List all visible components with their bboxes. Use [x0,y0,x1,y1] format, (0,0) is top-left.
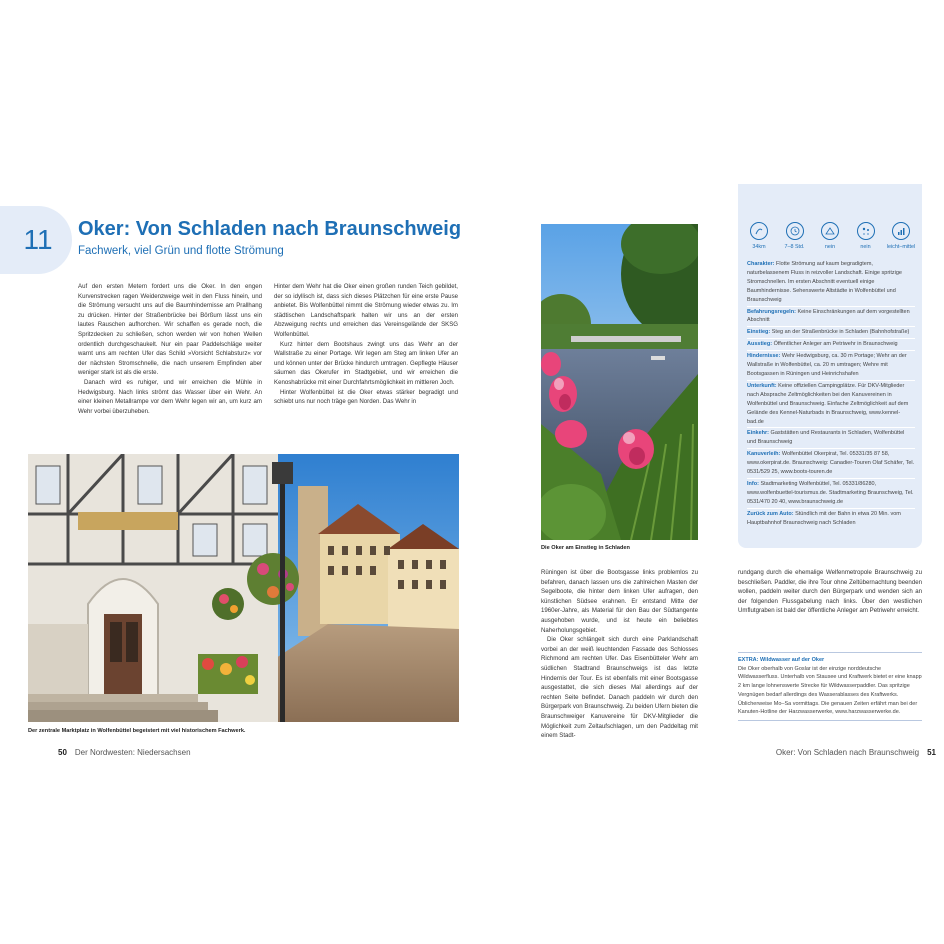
text-column-2 [274,282,458,407]
page-number: 51 [927,748,936,757]
info-key: Hindernisse: [747,353,781,360]
info-item [747,450,915,479]
river-photo [541,224,698,540]
info-item [747,510,915,529]
tour-facts-icons [744,222,916,250]
fact-label: 34km [752,244,766,250]
info-key: Zurück zum Auto: [747,510,794,517]
info-text: Steg an der Straßenbrücke in Schladen (Bahnhofstraße) [771,329,910,336]
extra-title: EXTRA: Wildwasser auf der Oker [738,652,922,665]
info-text: Flotte Strömung auf kaum begradigtem, naturbelassenem Fluss in reizvoller Landschaft. Einige spritzige Stromschnellen. Im ersten Abschnitt eventuell einige Baumhindernisse. Sehenswerte Altstädte in Wolfenbüttel und Braunschweig [747,261,902,303]
extra-text: Die Oker oberhalb von Goslar ist der einzige norddeutsche Wildwasserfluss. Unterhalb von Stausee und Kraftwerk bietet er eine knapp 2 km lange lohnenswerte Strecke für Wildwasserpaddler. Das spritzige Vergnügen bedarf allerdings des Wasserablasses des Kraftwerks. Üblicherweise Mo–Sa vormittags. Die genauen Zeiten erfährt man bei der Kanuten-Hotline der Harzwasserwerke, www.harzwasserwerke.de. [738,665,922,716]
paragraph: Auf den ersten Metern fordert uns die Oker. In den engen Kurvenstrecken ragen Weidenzweige weit in den Fluss hinein, und die Strömung versucht uns auf die Baumhindernisse am Prallhang zu drücken. Hinter der Straßenbrücke bei Börßum lässt uns ein lautes Rauschen aufhorchen. Wir schaffen es gerade noch, die Spritzdecken zu schließen, schon werden wir von hohen Wellen ordentlich durchgeschaukelt. Nur ein paar Paddelschläge weiter warnt uns am rechten Ufer das Schild »Vorsicht Schlabsturz« vor der nächsten Stromschnelle, die nach unserem Empfinden aber weniger stark ist als die erste. [78,283,262,377]
distance-icon [750,222,768,240]
info-text: Keine Einschränkungen auf dem vorgestellten Abschnitt [747,308,910,324]
paragraph: Danach wird es ruhiger, und wir erreichen die Mühle in Hedwigsburg. Nach links strömt das Wasser über ein Wehr. An einer kleinen Metallrampe vor dem Wehr legen wir an, um kurz am Wehr vorbei überzuheben. [78,378,262,415]
clock-icon [786,222,804,240]
fact-difficulty [886,222,916,250]
fact-family [851,222,881,250]
info-text: Öffentlicher Anleger am Petriwehr in Braunschweig [773,341,898,348]
tour-info-box [738,184,922,548]
footer-left [58,748,191,757]
info-text: Stündlich mit der Bahn in etwa 20 Min. vom Hauptbahnhof Braunschweig nach Schladen [747,510,901,526]
tent-icon [821,222,839,240]
fact-label: nein [824,244,836,250]
extra-box [738,652,922,721]
family-icon [857,222,875,240]
running-head: Der Nordwesten: Niedersachsen [74,748,191,757]
info-text: Stadtmarketing Wolfenbüttel, Tel. 05331/86280, www.wolfenbuettel-tourismus.de. Stadtmarketing Braunschweig, Tel. 0531/470 20 40, www.braunschweig.de [747,480,914,505]
page-subtitle: Fachwerk, viel Grün und flotte Strömung [78,245,284,257]
info-item [747,340,915,351]
paragraph: Kurz hinter dem Bootshaus zwingt uns das Wehr an der Wallstraße zu einer Portage. Wir legen am Steg am linken Ufer an und können unter der Brücke hindurch umtragen. Gepflegte Häuser säumen das Okerufer im Stadtgebiet, und wir erreichen die Kenoshabrücke mit einer Durchfahrtsmöglichkeit im mittleren Joch. [274,340,458,386]
paragraph: Hinter dem Wehr hat die Oker einen großen runden Teich gebildet, der so idyllisch ist, dass sich dieses Plätzchen für eine erste Pause anbietet. Bis Wolfenbüttel nimmt die Strömung wieder etwas zu. Im städtischen Landschaftspark halten wir uns an der ersten Abzweigung rechts und erreichen das Vereinsgelände der SKSG Wolfenbüttel. [274,283,458,338]
info-item [747,480,915,509]
info-item [747,352,915,381]
paragraph: rundgang durch die ehemalige Welfenmetropole Braunschweig zu beschließen. Paddler, die ihre Tour ohne Zeltübernachtung beenden wollen, paddeln weiter durch den Bürgerpark und wenden sich an der folgenden Flussgabelung nach links. Über den westlichen Umflutgraben ist bald der öffentliche Anleger am Petriwehr erreicht. [738,569,922,615]
difficulty-icon [892,222,910,240]
paragraph: Die Oker schlängelt sich durch eine Parklandschaft vorbei an der weiß leuchtenden Fassade des Schlosses Richmond am rechten Ufer. Das Eisenbütteler Wehr am südlichen Stadtrand Braunschweigs ist das letzte Hindernis der Tour. Es ist ebenfalls mit einer Bootsgasse ausgestattet, die sich dieses Mal allerdings auf der rechten Seite befindet. Danach paddeln wir durch den Bürgerpark von Braunschweig. Zu beiden Ufern bieten die Braunschweiger Kanuvereine für DKV-Mitglieder die Möglichkeit zum Zeltaufschlagen, um den Paddeltag mit einem Stadt- [541,636,698,740]
info-key: Einstieg: [747,329,771,336]
paragraph: Hinter Wolfenbüttel ist die Oker etwas stärker begradigt und schiebt uns nur noch träge gen Norden. Das Wehr in [274,388,458,406]
chapter-number: 11 [23,224,53,255]
tour-info-list [747,260,915,529]
photo-caption: Der zentrale Marktplatz in Wolfenbüttel begeistert mit viel historischem Fachwerk. [28,728,246,734]
paragraph: Rüningen ist über die Bootsgasse links problemlos zu befahren, danach lassen uns die zahlreichen Masten der Segelboote, die hinter dem linken Ufer aufragen, den künstlichen Südsee erahnen. Er entstand Mitte der 1960er-Jahre, als Material für den Bau der Südtangente ausgehoben wurde, und ist heute ein beliebtes Naherholungsgebiet. [541,569,698,634]
running-head: Oker: Von Schladen nach Braunschweig [775,748,920,757]
chapter-badge [0,206,72,274]
info-key: Info: [747,480,759,487]
info-item [747,328,915,339]
fact-duration [780,222,810,250]
fact-distance [744,222,774,250]
page-number: 50 [58,748,67,757]
info-key: Charakter: [747,261,775,267]
text-column-4 [738,568,922,616]
marketplace-photo [28,454,459,722]
info-text: Wehr Hedwigsburg, ca. 30 m Portage; Wehr an der Wallstraße in Wolfenbüttel, ca. 20 m umtragen; Wehre mit Bootsgassen in Rüningen und Heinrichshafen [747,353,907,377]
text-column-1 [78,282,262,416]
info-key: Einkehr: [747,430,770,437]
info-text: Wolfenbüttel Okerpirat, Tel. 05331/35 87 58, www.okerpirat.de. Braunschweig: Canadier-Touren Olaf Schäfer, Tel. 0531/529 25, www.boots-touren.de [747,451,915,476]
info-item [747,382,915,429]
info-item [747,429,915,449]
footer-right [776,748,936,757]
photo-caption: Die Oker am Einstieg in Schladen [541,545,630,551]
info-key: Ausstieg: [747,341,773,348]
fact-label: 7–8 Std. [784,244,805,250]
fact-camping [815,222,845,250]
info-key: Unterkunft: [747,382,777,389]
fact-label: nein [860,244,871,250]
text-column-3 [541,568,698,741]
info-key: Kanuverleih: [747,451,781,458]
info-key: Befahrungsregeln: [747,308,796,315]
info-text: Keine offiziellen Campingplätze. Für DKV-Mitglieder nach Absprache Zeltmöglichkeiten bei den Kanuvereinen in Wolfenbüttel und Braunschweig. Einfache Zeltmöglichkeit auf dem Gelände des Kennel-Naturbads in Braunschweig, www.kennel-bad.de [747,382,909,425]
info-text: Gaststätten und Restaurants in Schladen, Wolfenbüttel und Braunschweig [747,430,905,446]
page-title: Oker: Von Schladen nach Braunschweig [78,218,462,240]
info-item [747,260,915,307]
info-item [747,308,915,328]
fact-label: leicht–mittel [886,244,916,250]
